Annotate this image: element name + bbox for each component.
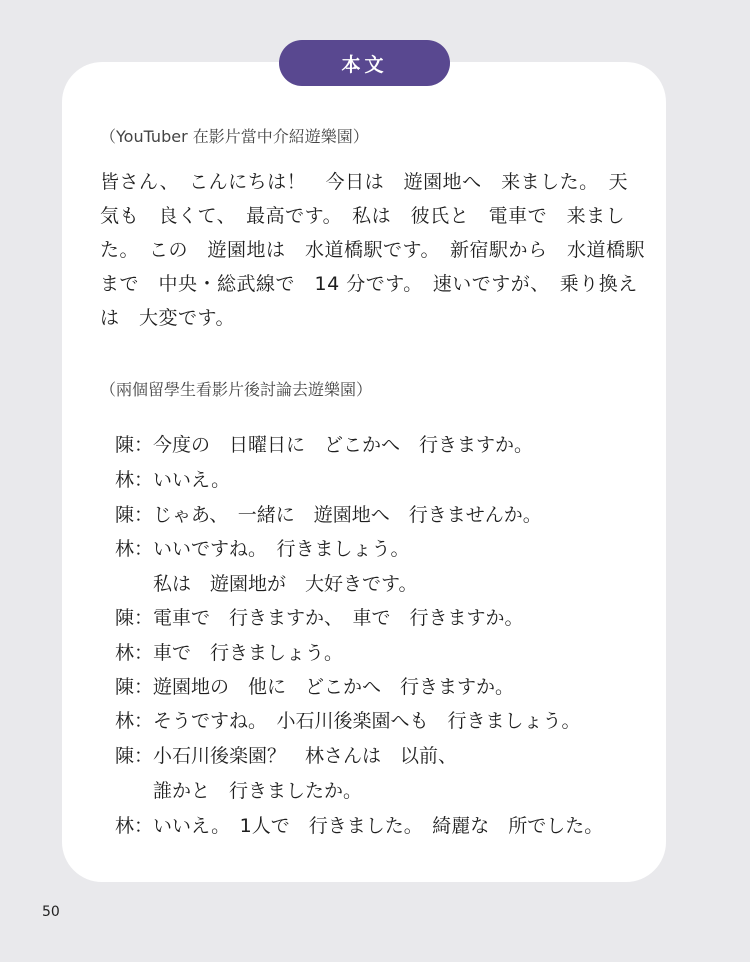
dialogue-text: ：いいえ。 [134, 469, 231, 491]
speaker-label: 陳 [115, 504, 135, 526]
dialogue-text: ：電車で 行きますか、 車で 行きますか。 [134, 607, 524, 629]
dialogue-line [115, 534, 410, 561]
section-title: 本文 [279, 40, 450, 86]
dialogue-line [115, 603, 524, 630]
page-number: 50 [42, 904, 60, 920]
dialogue-text: ：車で 行きましょう。 [134, 642, 344, 664]
dialogue-line [115, 706, 581, 733]
dialogue-line [115, 430, 533, 457]
dialogue-text: 私は 遊園地が 大好きです。 [153, 573, 418, 595]
speaker-label: 林 [115, 815, 135, 837]
passage-line: 気も 良くて、 最高です。 私は 彼氏と 電車で 来まし [100, 205, 626, 227]
speaker-label: 林 [115, 642, 135, 664]
speaker-label: 陳 [115, 745, 135, 767]
dialogue-line [115, 465, 230, 492]
dialogue-line [115, 638, 343, 665]
context-note-1: （YouTuber 在影片當中介紹遊樂園） [100, 127, 369, 146]
context-note-2: （兩個留學生看影片後討論去遊樂園） [100, 380, 373, 399]
dialogue-line [115, 811, 603, 838]
dialogue-text: ：じゃあ、 一緒に 遊園地へ 行きませんか。 [134, 504, 542, 526]
passage-line: た。 この 遊園地は 水道橋駅です。 新宿駅から 水道橋駅 [100, 239, 645, 261]
dialogue-text: 誰かと 行きましたか。 [153, 780, 363, 802]
dialogue-text: ：小石川後楽園？ 林さんは 以前、 [134, 745, 458, 767]
dialogue-line [115, 500, 542, 527]
passage-line: まで 中央・総武線で 14 分です。 速いですが、 乗り換え [100, 273, 638, 295]
dialogue-text: ：そうですね。 小石川後楽園へも 行きましょう。 [134, 710, 581, 732]
dialogue-line [115, 569, 417, 596]
speaker-label: 林 [115, 710, 135, 732]
passage [100, 165, 645, 335]
speaker-label: 林 [115, 538, 135, 560]
passage-line: は 大変です。 [100, 307, 235, 329]
speaker-label: 陳 [115, 434, 135, 456]
speaker-label: 陳 [115, 607, 135, 629]
passage-line: 皆さん、 こんにちは！ 今日は 遊園地へ 来ました。 天 [100, 171, 629, 193]
speaker-label: 林 [115, 469, 135, 491]
dialogue-line [115, 741, 457, 768]
dialogue-text: ：いいえ。 1人で 行きました。 綺麗な 所でした。 [134, 815, 604, 837]
dialogue-text: ：遊園地の 他に どこかへ 行きますか。 [134, 676, 515, 698]
dialogue-text: ：いいですね。 行きましょう。 [134, 538, 410, 560]
dialogue-text: ：今度の 日曜日に どこかへ 行きますか。 [134, 434, 534, 456]
dialogue-line [115, 672, 514, 699]
speaker-label: 陳 [115, 676, 135, 698]
dialogue-line [115, 776, 362, 803]
